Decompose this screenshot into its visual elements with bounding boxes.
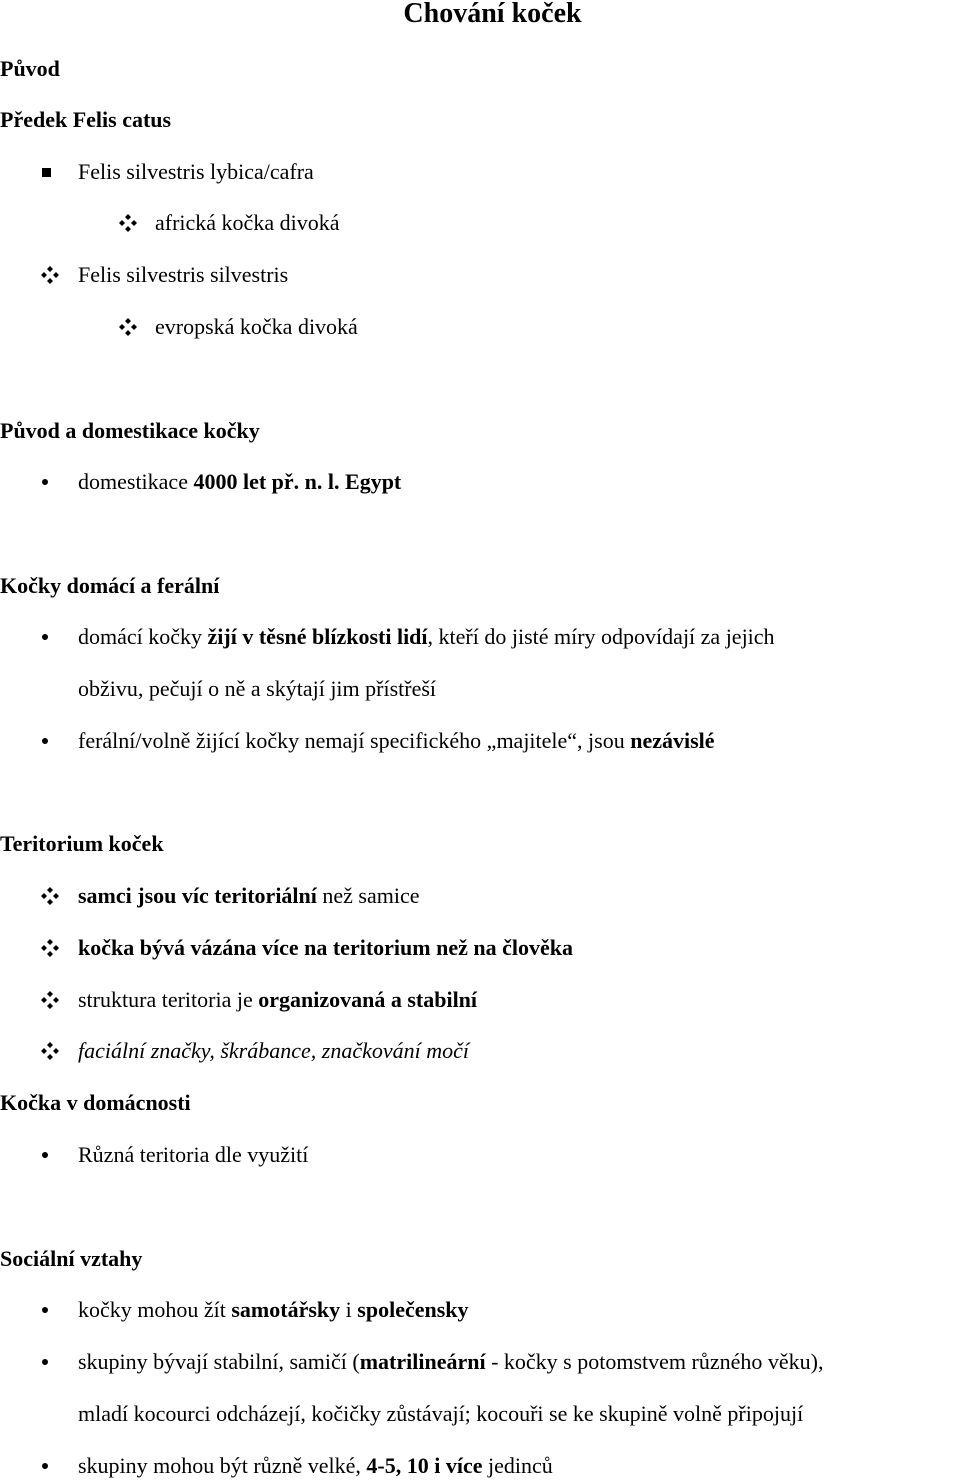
list-item-domestic-cats-continued: obživu, pečují o ně a skýtají jim přístřeší <box>78 676 437 701</box>
section-heading-domestic-feral: Kočky domácí a ferální <box>0 573 220 598</box>
list-item-feral-cats <box>78 728 715 754</box>
list-item-domestication <box>78 469 401 495</box>
diamond-bullet-icon <box>117 210 139 236</box>
diamond-bullet-icon <box>117 314 139 340</box>
text-run: než samice <box>316 883 420 908</box>
list-item-cat-bound-territory <box>78 935 573 961</box>
list-item-solitary-social <box>78 1297 469 1323</box>
section-heading-household: Kočka v domácnosti <box>0 1090 191 1115</box>
list-item-household-territories: Různá teritoria dle využití <box>78 1142 309 1167</box>
text-run: - kočky s potomstvem různého věku), <box>485 1349 824 1374</box>
diamond-bullet-icon <box>39 935 61 961</box>
list-item-marking <box>78 1038 469 1064</box>
text-run-bold: samci jsou víc teritoriální <box>78 883 317 908</box>
text-run: domácí kočky <box>78 624 208 649</box>
text-run-bold: matrilineární <box>359 1349 486 1374</box>
text-run: kočky mohou žít <box>78 1297 232 1322</box>
dot-bullet-icon <box>40 728 50 754</box>
dot-bullet-icon <box>40 624 50 650</box>
subheading-ancestor: Předek Felis catus <box>0 107 172 132</box>
list-subitem-european: evropská kočka divoká <box>155 314 358 339</box>
text-run: ferální/volně žijící kočky nemají specifického „majitele“, jsou <box>78 728 631 753</box>
list-item-groups-stable-continued: mladí kocourci odcházejí, kočičky zůstávají; kocouři se ke skupině volně připojují <box>78 1401 804 1426</box>
text-run-bold: samotářsky <box>231 1297 341 1322</box>
dot-bullet-icon <box>40 1142 50 1168</box>
section-heading-origin: Původ <box>0 56 60 81</box>
list-item-silvestris: Felis silvestris silvestris <box>78 262 289 287</box>
text-run: skupiny bývají stabilní, samičí ( <box>78 1349 360 1374</box>
text-run: skupiny mohou být různě velké, <box>78 1453 367 1478</box>
dot-bullet-icon <box>40 469 50 495</box>
text-run-bold: 4-5, 10 i více <box>366 1453 483 1478</box>
text-run-italic: faciální značky, škrábance, značkování močí <box>78 1038 470 1063</box>
text-run: i <box>340 1297 358 1322</box>
list-item-males-territorial <box>78 883 420 909</box>
text-run: domestikace <box>78 469 194 494</box>
list-item-territory-structure <box>78 987 477 1013</box>
list-item-lybica: Felis silvestris lybica/cafra <box>78 159 314 184</box>
section-heading-territory: Teritorium koček <box>0 831 164 856</box>
text-run-bold: společensky <box>357 1297 469 1322</box>
list-item-domestic-cats <box>78 624 775 650</box>
page-title: Chování koček <box>403 0 582 29</box>
text-run-bold: 4000 let př. n. l. Egypt <box>193 469 402 494</box>
text-run-bold: nezávislé <box>630 728 715 753</box>
list-item-groups-stable <box>78 1349 823 1375</box>
text-run: , kteří do jisté míry odpovídají za jejich <box>427 624 775 649</box>
dot-bullet-icon <box>40 1349 50 1375</box>
diamond-bullet-icon <box>39 987 61 1013</box>
list-item-group-size <box>78 1453 553 1479</box>
diamond-bullet-icon <box>39 883 61 909</box>
list-subitem-african: africká kočka divoká <box>155 210 340 235</box>
text-run-bold: organizovaná a stabilní <box>258 987 478 1012</box>
section-heading-domestication: Původ a domestikace kočky <box>0 418 260 443</box>
text-run: jedinců <box>482 1453 553 1478</box>
diamond-bullet-icon <box>39 262 61 288</box>
section-heading-social: Sociální vztahy <box>0 1246 143 1271</box>
text-run-bold: žijí v těsné blízkosti lidí <box>207 624 428 649</box>
dot-bullet-icon <box>40 1453 50 1479</box>
text-run: struktura teritoria je <box>78 987 259 1012</box>
diamond-bullet-icon <box>39 1038 61 1064</box>
square-bullet-icon <box>40 159 52 185</box>
dot-bullet-icon <box>40 1297 50 1323</box>
text-run-bold: kočka bývá vázána více na teritorium než na člověka <box>78 935 573 960</box>
